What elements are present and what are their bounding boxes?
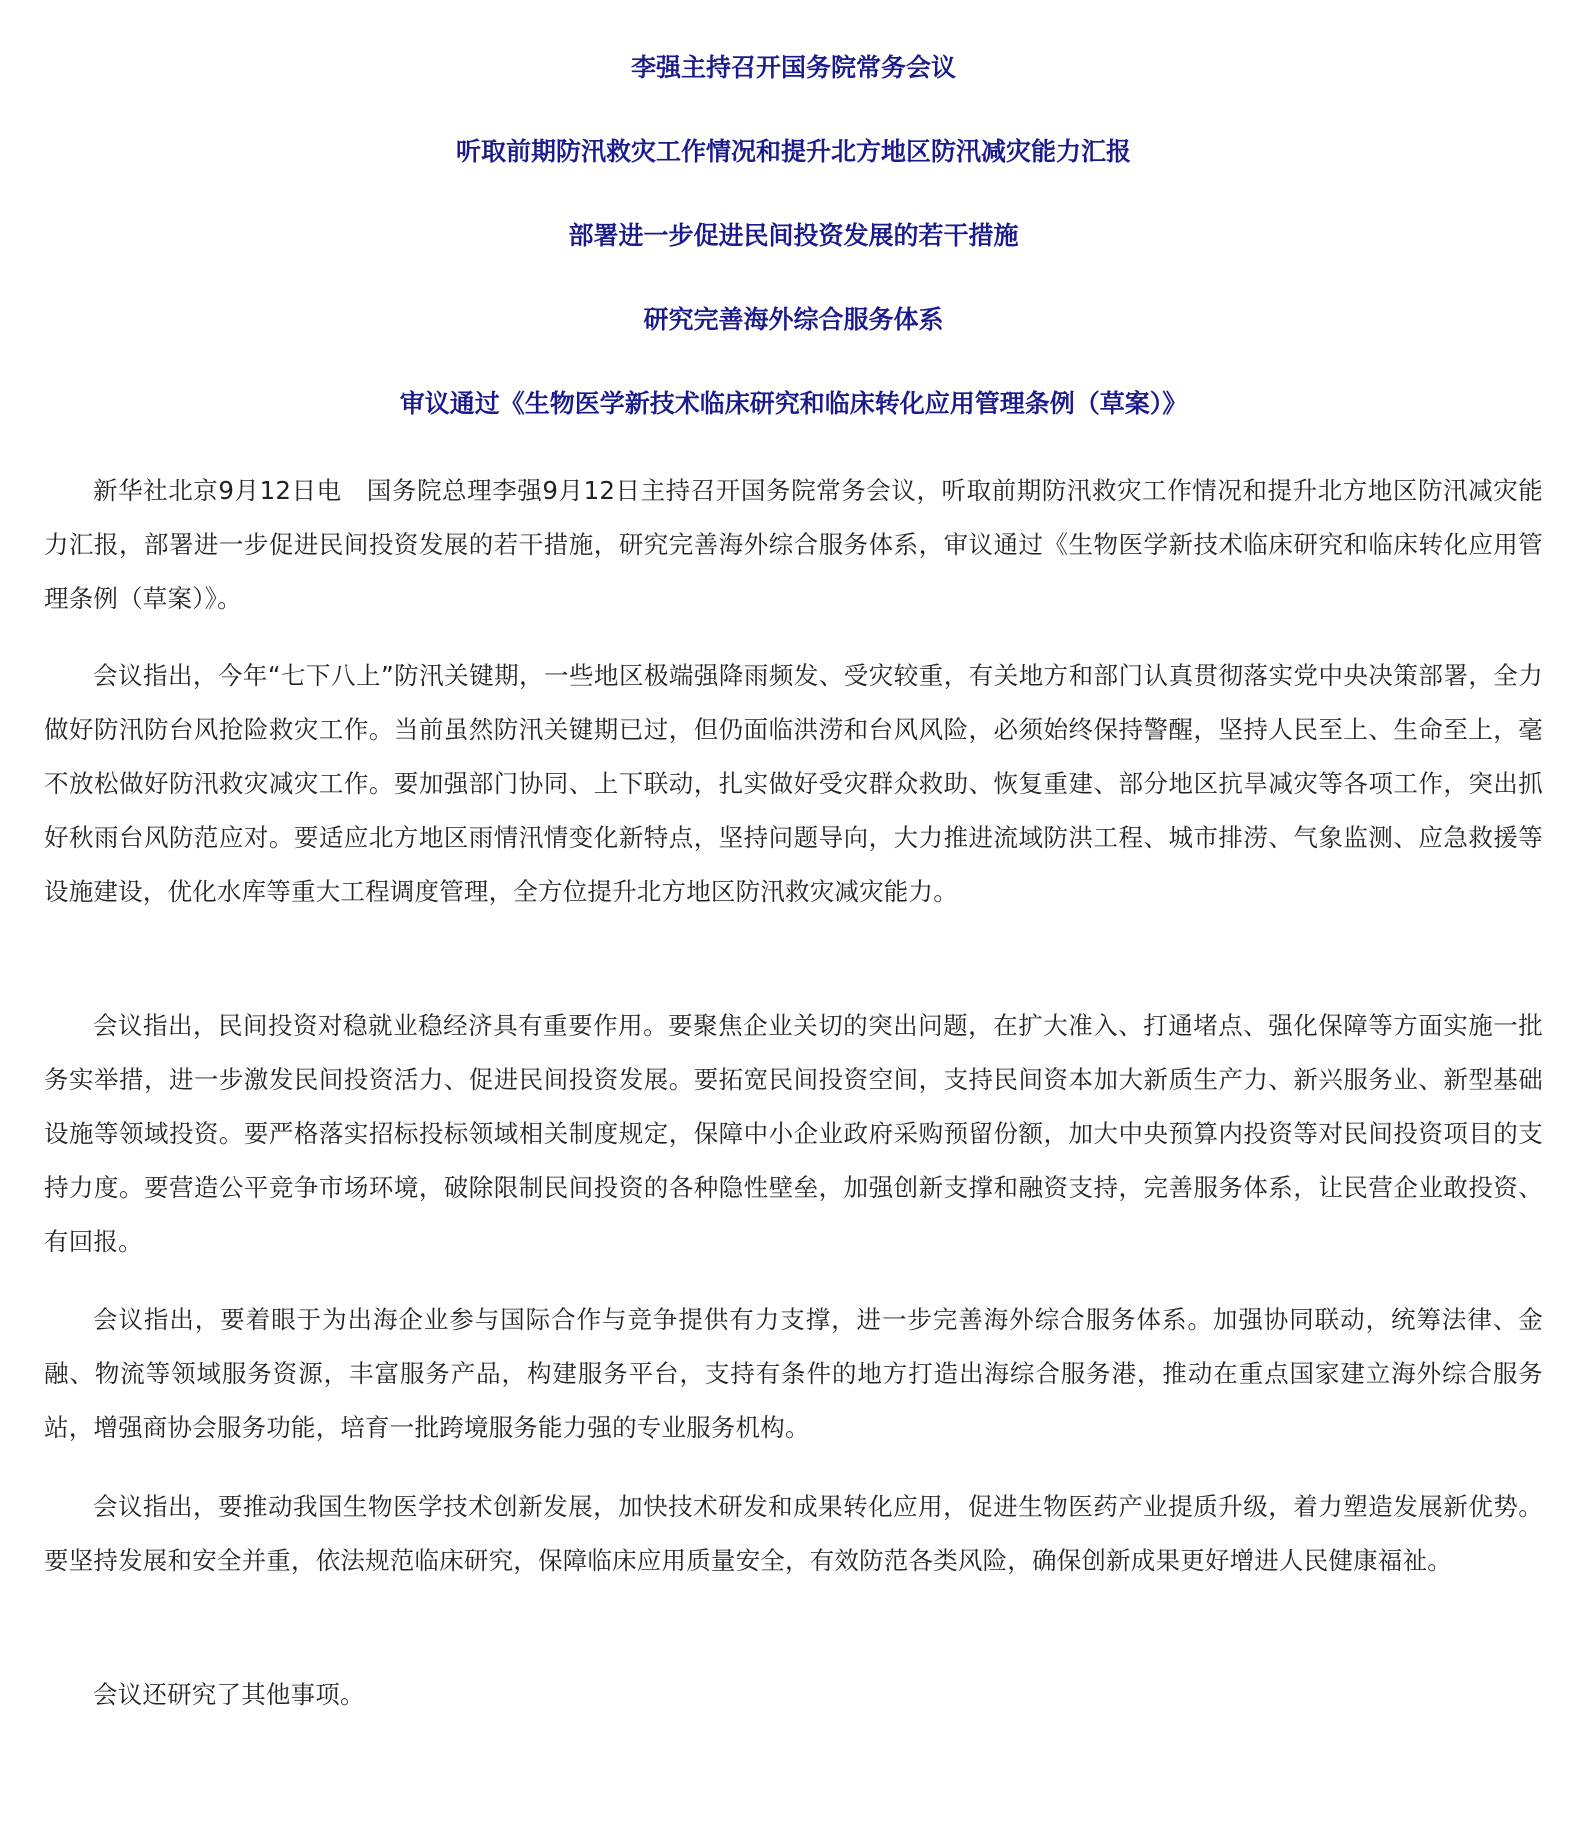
headline-main: 李强主持召开国务院常务会议 xyxy=(630,53,956,82)
paragraph-biomedical: 会议指出，要推动我国生物医学技术创新发展，加快技术研发和成果转化应用，促进生物医药产业提质升级，着力塑造发展新优势。要坚持发展和安全并重，依法规范临床研究，保障临床应用质量安全，有效防范各类风险，确保创新成果更好增进人民健康福祉。 xyxy=(44,1492,1543,1575)
paragraph-flood-control: 会议指出，今年“七下八上”防汛关键期，一些地区极端强降雨频发、受灾较重，有关地方和部门认真贯彻落实党中央决策部署，全力做好防汛防台风抢险救灾工作。当前虽然防汛关键期已过，但仍面临洪涝和台风风险，必须始终保持警醒，坚持人民至上、生命至上，毫不放松做好防汛救灾减灾工作。要加强部门协同、上下联动，扎实做好受灾群众救助、恢复重建、部分地区抗旱减灾等各项工作，突出抓好秋雨台风防范应对。要适应北方地区雨情汛情变化新特点，坚持问题导向，大力推进流域防洪工程、城市排涝、气象监测、应急救援等设施建设，优化水库等重大工程调度管理，全方位提升北方地区防汛救灾减灾能力。 xyxy=(44,661,1543,906)
paragraph-lead: 新华社北京9月12日电 国务院总理李强9月12日主持召开国务院常务会议，听取前期防汛救灾工作情况和提升北方地区防汛减灾能力汇报，部署进一步促进民间投资发展的若干措施，研究完善海外综合服务体系，审议通过《生物医学新技术临床研究和临床转化应用管理条例（草案）》。 xyxy=(44,476,1543,613)
headline-sub-flood-report: 听取前期防汛救灾工作情况和提升北方地区防汛减灾能力汇报 xyxy=(455,137,1131,166)
paragraph-other-matters: 会议还研究了其他事项。 xyxy=(93,1680,365,1709)
headline-sub-biomedical-regulation: 审议通过《生物医学新技术临床研究和临床转化应用管理条例（草案）》 xyxy=(399,389,1188,418)
headline-sub-overseas-services: 研究完善海外综合服务体系 xyxy=(643,305,944,334)
paragraph-overseas-services: 会议指出，要着眼于为出海企业参与国际合作与竞争提供有力支撑，进一步完善海外综合服务体系。加强协同联动，统筹法律、金融、物流等领域服务资源，丰富服务产品，构建服务平台，支持有条件的地方打造出海综合服务港，推动在重点国家建立海外综合服务站，增强商协会服务功能，培育一批跨境服务能力强的专业服务机构。 xyxy=(44,1305,1543,1442)
paragraph-private-investment: 会议指出，民间投资对稳就业稳经济具有重要作用。要聚焦企业关切的突出问题，在扩大准入、打通堵点、强化保障等方面实施一批务实举措，进一步激发民间投资活力、促进民间投资发展。要拓宽民间投资空间，支持民间资本加大新质生产力、新兴服务业、新型基础设施等领域投资。要严格落实招标投标领域相关制度规定，保障中小企业政府采购预留份额，加大中央预算内投资等对民间投资项目的支持力度。要营造公平竞争市场环境，破除限制民间投资的各种隐性壁垒，加强创新支撑和融资支持，完善服务体系，让民营企业敢投资、有回报。 xyxy=(44,1011,1543,1256)
headline-sub-private-investment: 部署进一步促进民间投资发展的若干措施 xyxy=(568,221,1019,250)
